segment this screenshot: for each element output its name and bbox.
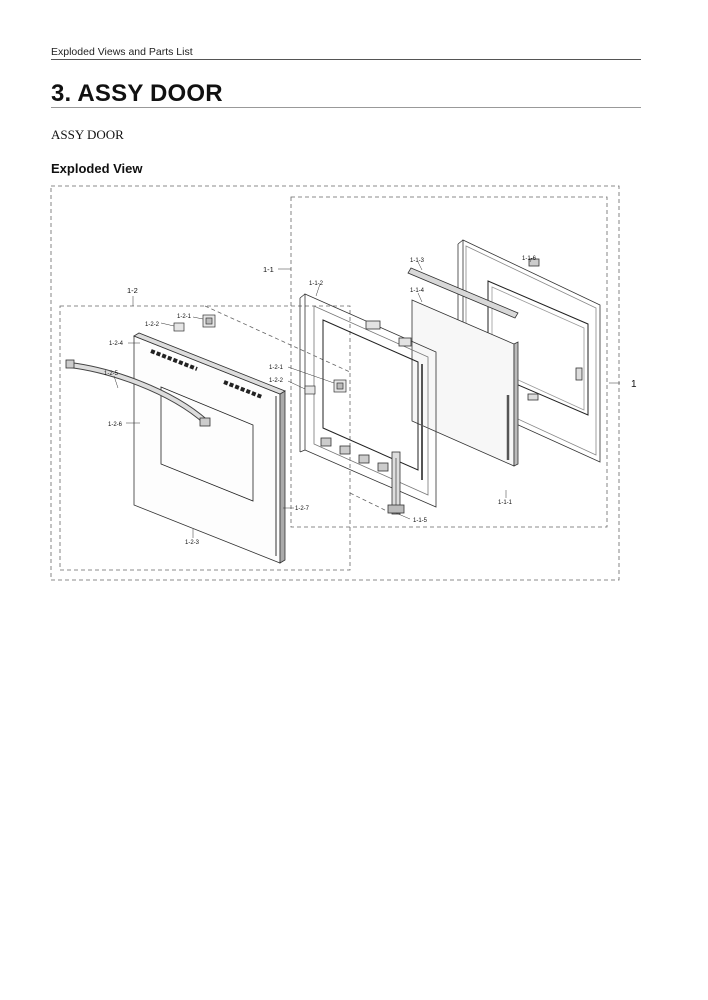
callout-1-1-2: 1-1-2 (309, 281, 324, 287)
callout-1-2-2-lower: 1-2-2 (269, 378, 284, 384)
callout-1-2-1-upper: 1-2-1 (177, 314, 192, 320)
dashed-link (350, 493, 393, 514)
callout-1-2-1-lower: 1-2-1 (269, 365, 284, 371)
callout-1: 1 (631, 379, 637, 390)
callout-1-1-6: 1-1-6 (522, 256, 537, 262)
callout-1-1-3: 1-1-3 (410, 258, 425, 264)
callout-1-2-4: 1-2-4 (109, 341, 124, 347)
running-header: Exploded Views and Parts List (51, 46, 193, 58)
callout-1-2-5: 1-2-5 (104, 371, 119, 377)
callout-1-2-7: 1-2-7 (295, 506, 310, 512)
exploded-view-heading: Exploded View (51, 161, 143, 176)
callout-1-2-3: 1-2-3 (185, 540, 200, 546)
callout-1-1-1: 1-1-1 (498, 500, 513, 506)
dashed-link (205, 306, 350, 372)
callout-1-2-2-upper: 1-2-2 (145, 322, 160, 328)
callout-1-1: 1-1 (263, 265, 274, 274)
callout-1-2: 1-2 (127, 286, 138, 295)
callout-1-1-5: 1-1-5 (413, 518, 428, 524)
section-title: 3. ASSY DOOR (51, 80, 223, 107)
section-subtitle: ASSY DOOR (51, 127, 124, 142)
outer-door-part (134, 333, 285, 563)
callout-1-1-4: 1-1-4 (410, 288, 425, 294)
callout-1-2-6: 1-2-6 (108, 422, 123, 428)
